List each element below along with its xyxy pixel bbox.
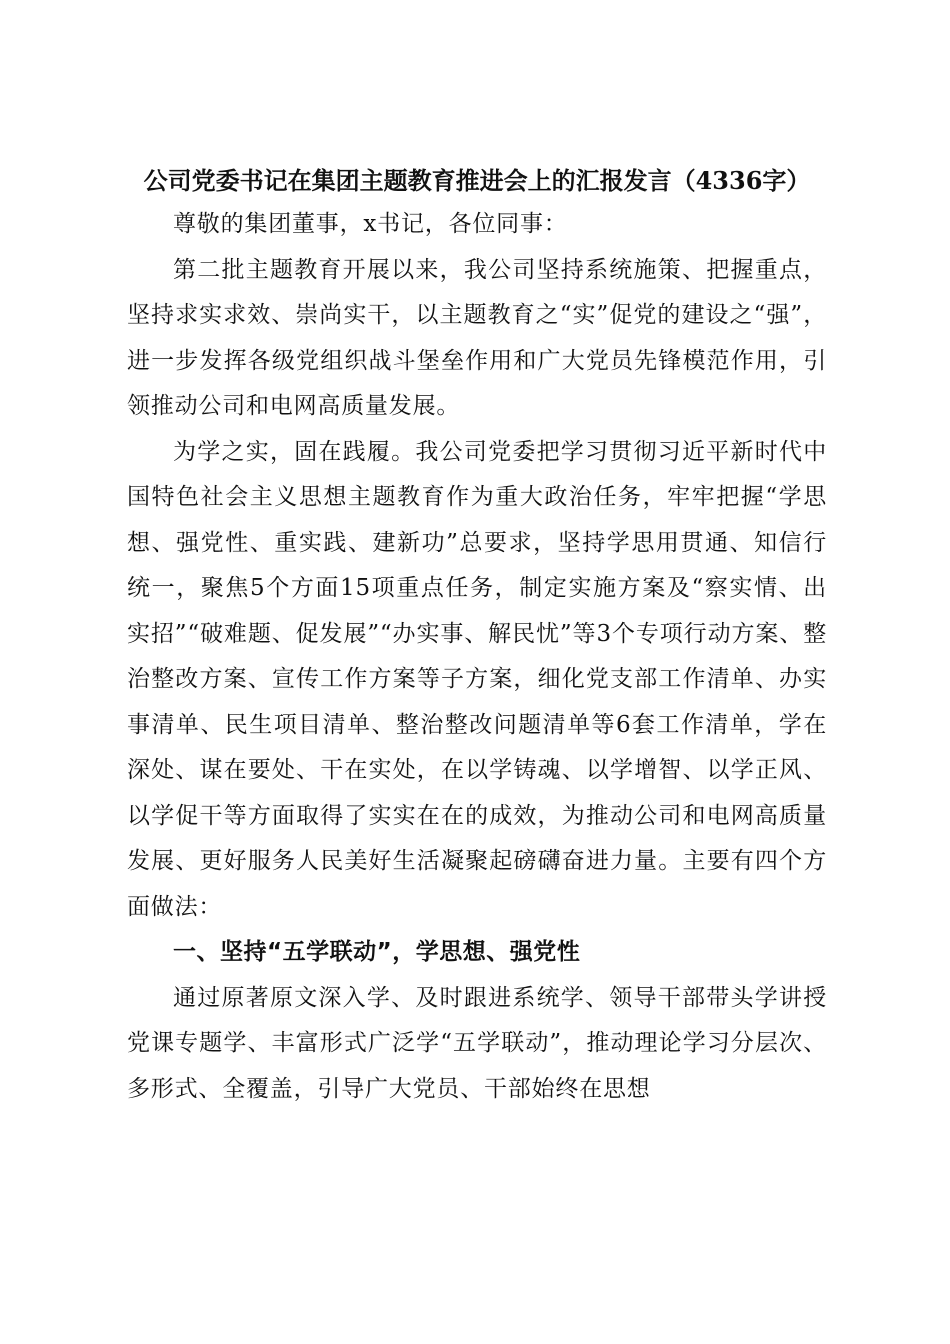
intro-paragraph: 第二批主题教育开展以来，我公司坚持系统施策、把握重点，坚持求实求效、崇尚实干，以主题教育之“实”促党的建设之“强”，进一步发挥各级党组织战斗堡垒作用和广大党员先锋模范作用，引领推动公司和电网高质量发展。	[127, 256, 827, 419]
section-paragraph: 通过原著原文深入学、及时跟进系统学、领导干部带头学讲授党课专题学、丰富形式广泛学“五学联动”，推动理论学习分层次、多形式、全覆盖，引导广大党员、干部始终在思想	[127, 984, 827, 1102]
section-heading: 一、坚持“五学联动”，学思想、强党性	[173, 939, 581, 965]
document-body	[127, 160, 827, 1112]
greeting-line: 尊敬的集团董事，x书记，各位同事：	[173, 211, 568, 237]
document-title: 公司党委书记在集团主题教育推进会上的汇报发言（4336字）	[143, 166, 811, 195]
body-paragraph: 为学之实，固在践履。我公司党委把学习贯彻习近平新时代中国特色社会主义思想主题教育作为重大政治任务，牢牢把握“学思想、强党性、重实践、建新功”总要求，坚持学思用贯通、知信行统一，聚焦5个方面15项重点任务，制定实施方案及“察实情、出实招”“破难题、促发展”“办实事、解民忧”等3个专项行动方案、整治整改方案、宣传工作方案等子方案，细化党支部工作清单、办实事清单、民生项目清单、整治整改问题清单等6套工作清单，学在深处、谋在要处、干在实处，在以学铸魂、以学增智、以学正风、以学促干等方面取得了实实在在的成效，为推动公司和电网高质量发展、更好服务人民美好生活凝聚起磅礴奋进力量。主要有四个方面做法：	[127, 438, 827, 920]
